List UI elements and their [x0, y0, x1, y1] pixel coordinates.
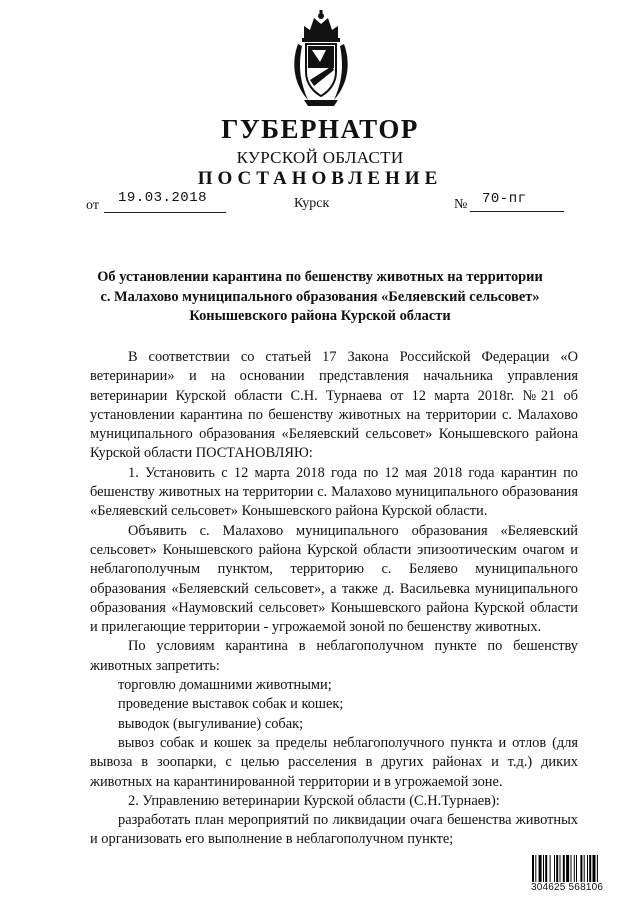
coat-of-arms-emblem	[290, 10, 352, 108]
paragraph-declare: Объявить с. Малахово муниципального образования «Беляевский сельсовет» Конышевского района Курской области эпизоотическим очагом и неблагополучным пунктом, территорию с. Беляево муниципального образования «Беляевский сельсовет», а также д. Васильевка муниципального образования «Наумовский сельсовет» Конышевского района Курской области и прилегающие территории - угрожаемой зоной по бешенству животных.	[90, 522, 578, 636]
decree-heading: ПОСТАНОВЛЕНИЕ	[197, 168, 443, 189]
title-line: Конышевского района Курской области	[189, 308, 451, 324]
prohibition-item: вывоз собак и кошек за пределы неблагополучного пункта и отлов (для вывоза в зоопарки, с целью расселения в других районах и т.д.) диких животных на карантинированной территории и в угрожаемой зоне.	[90, 734, 578, 790]
prohibition-item: проведение выставок собак и кошек;	[118, 696, 344, 713]
decree-body	[90, 348, 578, 850]
barcode-number: 304625 568106	[531, 882, 604, 893]
decree-number: 70-пг	[482, 191, 527, 207]
city-name: Курск	[294, 196, 330, 211]
title-line: Об установлении карантина по бешенству животных на территории	[97, 269, 543, 285]
title-line: с. Малахово муниципального образования «Беляевский сельсовет»	[100, 288, 540, 305]
paragraph-item-1: 1. Установить с 12 марта 2018 года по 12 мая 2018 года карантин по бешенству животных на территории с. Малахово муниципального образования «Беляевский сельсовет» Конышевского района Курской области.	[90, 464, 578, 520]
governor-heading: ГУБЕРНАТОР	[221, 114, 419, 144]
date-prefix: от	[86, 198, 99, 213]
number-prefix: №	[454, 197, 468, 212]
decree-title	[70, 268, 570, 327]
prohibition-item: выводок (выгуливание) собак;	[118, 715, 304, 732]
paragraph-item-2: 2. Управлению ветеринарии Курской области (С.Н.Турнаев):	[128, 792, 500, 809]
paragraph-prohibit-intro: По условиям карантина в неблагополучном пункте по бешенству животных запретить:	[90, 638, 578, 674]
paragraph-preamble: В соответствии со статьей 17 Закона Российской Федерации «О ветеринарии» и на основании представления начальника управления ветеринарии Курской области С.Н. Турнаева от 12 марта 2018г. №21 об установлении карантина по бешенству животных на территории с. Малахово муниципального образования «Беляевский сельсовет» Конышевского района Курской области ПОСТАНОВЛЯЮ:	[90, 349, 578, 462]
number-underline	[470, 211, 564, 212]
region-heading: КУРСКОЙ ОБЛАСТИ	[236, 148, 404, 167]
decree-date: 19.03.2018	[118, 190, 208, 206]
date-underline	[104, 212, 226, 213]
paragraph-task: разработать план мероприятий по ликвидации очага бешенства животных и организовать его выполнение в неблагополучном пункте;	[90, 812, 578, 848]
prohibition-item: торговлю домашними животными;	[118, 677, 332, 694]
